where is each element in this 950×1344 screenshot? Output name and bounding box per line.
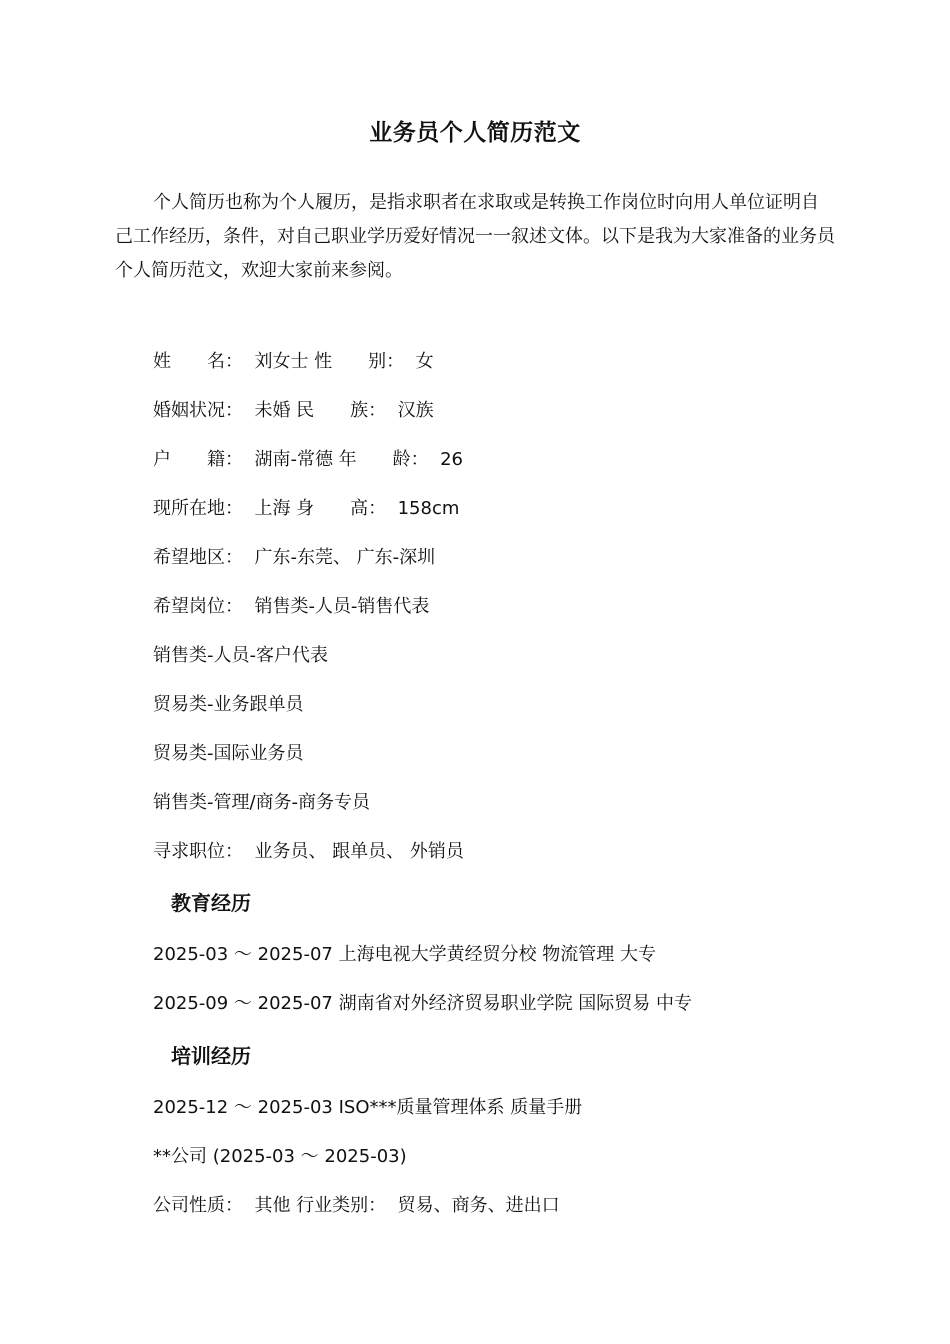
education-heading: 教育经历 — [171, 891, 251, 915]
profile-desired-position: 希望岗位： 销售类-人员-销售代表 — [153, 596, 430, 617]
profile-hukou-age: 户 籍： 湖南-常德 年 龄： 26 — [153, 449, 464, 470]
profile-location-height: 现所在地： 上海 身 高： 158cm — [153, 498, 460, 519]
profile-name-gender: 姓 名： 刘女士 性 别： 女 — [153, 351, 434, 372]
profile-position-item: 销售类-管理/商务-商务专员 — [153, 792, 371, 813]
profile-job-sought: 寻求职位： 业务员、 跟单员、 外销员 — [153, 841, 464, 862]
education-item: 2025-09 ～ 2025-07 湖南省对外经济贸易职业学院 国际贸易 中专 — [153, 993, 693, 1014]
company-info-line: 公司性质： 其他 行业类别： 贸易、商务、进出口 — [153, 1195, 560, 1216]
intro-paragraph: 个人简历也称为个人履历，是指求职者在求取或是转换工作岗位时向用人单位证明自己工作经历，条件，对自己职业学历爱好情况一一叙述文体。以下是我为大家准备的业务员个人简历范文，欢迎大家前来参阅。 — [115, 192, 835, 281]
profile-position-item: 销售类-人员-客户代表 — [153, 645, 328, 666]
education-item: 2025-03 ～ 2025-07 上海电视大学黄经贸分校 物流管理 大专 — [153, 944, 657, 965]
training-item: 2025-12 ～ 2025-03 ISO***质量管理体系 质量手册 — [153, 1097, 583, 1118]
profile-desired-region: 希望地区： 广东-东莞、 广东-深圳 — [153, 547, 436, 568]
profile-marital-ethnicity: 婚姻状况： 未婚 民 族： 汉族 — [153, 400, 434, 421]
training-heading: 培训经历 — [171, 1044, 251, 1068]
profile-position-item: 贸易类-国际业务员 — [153, 743, 304, 764]
company-line: **公司 (2025-03 ～ 2025-03) — [153, 1146, 407, 1167]
profile-position-item: 贸易类-业务跟单员 — [153, 694, 304, 715]
document-title: 业务员个人简历范文 — [369, 120, 581, 146]
